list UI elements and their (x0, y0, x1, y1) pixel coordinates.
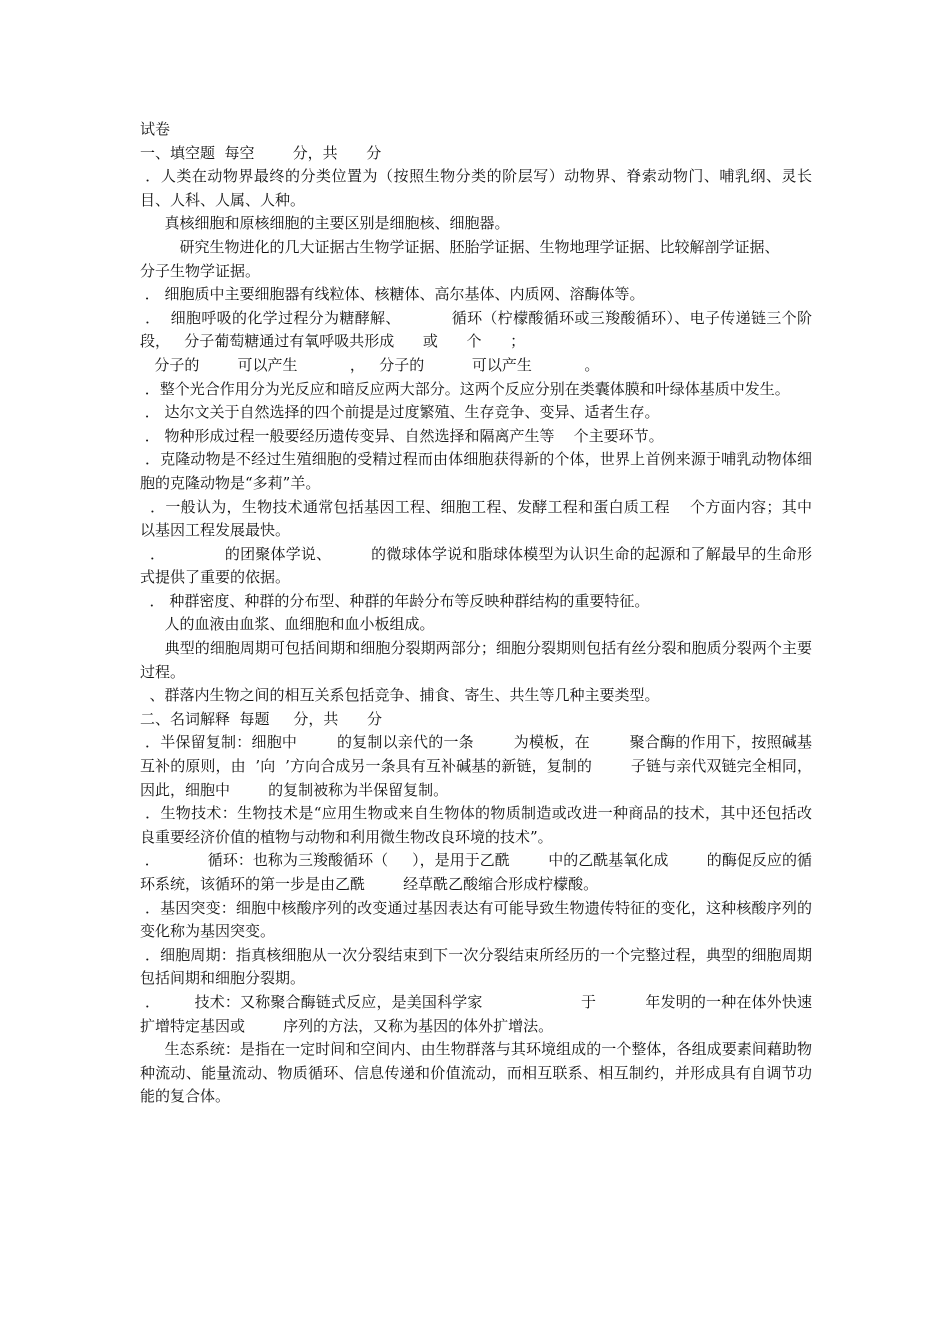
exam-page (140, 118, 812, 1109)
question-cell-cycle: 典型的细胞周期可包括间期和细胞分裂期两部分；细胞分裂期则包括有丝分裂和胞质分裂两个主要过程。 (140, 639, 812, 681)
question-cell-types: 真核细胞和原核细胞的主要区别是细胞核、细胞器。 (155, 214, 510, 233)
question-speciation: ． 物种形成过程一般要经历遗传变异、自然选择和隔离产生等 个主要环节。 (140, 426, 664, 445)
question-community: 、群落内生物之间的相互关系包括竞争、捕食、寄生、共生等几种主要类型。 (140, 686, 660, 705)
definition-semiconservative: ．半保留复制：细胞中 的复制以亲代的一条 为模板，在 聚合酶的作用下，按照碱基互补的原则，由 ’向 ’方向合成另一条具有互补碱基的新链，复制的 子链与亲代双链完全相同，因此，细胞中 的复制被称为半保留复制。 (140, 733, 812, 799)
question-taxonomy: ．人类在动物界最终的分类位置为（按照生物分类的阶层写）动物界、脊索动物门、哺乳纲、灵长目、人科、人属、人种。 (140, 167, 812, 209)
section-heading-definitions: 二、名词解释 每题 分，共 分 (140, 709, 382, 728)
definition-krebs-cycle: ． 循环：也称为三羧酸循环（ ），是用于乙酰 中的乙酰基氧化成 的酶促反应的循环系统，该循环的第一步是由乙酰 经草酰乙酸缩合形成柠檬酸。 (140, 851, 812, 893)
definition-pcr: ． 技术：又称聚合酶链式反应，是美国科学家 于 年发明的一种在体外快速扩增特定基因或 序列的方法，又称为基因的体外扩增法。 (140, 992, 812, 1035)
question-origin-of-life: ． 的团聚体学说、 的微球体学说和脂球体模型为认识生命的起源和了解最早的生命形式提供了重要的依据。 (140, 544, 812, 587)
question-population-structure: ． 种群密度、种群的分布型、种群的年龄分布等反映种群结构的重要特征。 (140, 591, 650, 610)
definition-gene-mutation: ．基因突变：细胞中核酸序列的改变通过基因表达有可能导致生物遗传特征的变化，这种核酸序列的变化称为基因突变。 (140, 898, 812, 941)
question-photosynthesis: ．整个光合作用分为光反应和暗反应两大部分。这两个反应分别在类囊体膜和叶绿体基质中发生。 (140, 379, 790, 398)
question-biotech-fields: ．一般认为，生物技术通常包括基因工程、细胞工程、发酵工程和蛋白质工程 个方面内容；其中以基因工程发展最快。 (140, 497, 812, 540)
definition-ecosystem: 生态系统：是指在一定时间和空间内、由生物群落与其环境组成的一个整体，各组成要素间藉助物种流动、能量流动、物质循环、信息传递和价值流动，而相互联系、相互制约，并形成具有自调节功能的复合体。 (140, 1040, 812, 1106)
question-natural-selection: ． 达尔文关于自然选择的四个前提是过度繁殖、生存竞争、变异、适者生存。 (140, 403, 660, 422)
definition-biotechnology: ．生物技术：生物技术是“应用生物或来自生物体的物质制造或改进一种商品的技术，其中还包括改良重要经济价值的植物与动物和利用微生物改良环境的技术”。 (140, 804, 812, 846)
document-title: 试卷 (140, 120, 171, 138)
question-respiration: ． 细胞呼吸的化学过程分为糖酵解、 循环（柠檬酸循环或三羧酸循环）、电子传递链三个阶段， 分子葡萄糖通过有氧呼吸共形成 或 个 ； (140, 308, 812, 351)
question-blood: 人的血液由血浆、血细胞和血小板组成。 (155, 615, 435, 634)
question-respiration-cont: 分子的 可以产生 ， 分子的 可以产生 。 (140, 355, 600, 374)
question-evolution-evidence-cont: 分子生物学证据。 (140, 261, 261, 280)
question-evolution-evidence: 研究生物进化的几大证据古生物学证据、胚胎学证据、生物地理学证据、比较解剖学证据、 (170, 237, 780, 256)
section-heading-fill-in: 一、填空题 每空 分，共 分 (140, 143, 382, 162)
question-organelles: ． 细胞质中主要细胞器有线粒体、核糖体、高尔基体、内质网、溶酶体等。 (140, 285, 645, 304)
definition-cell-cycle: ．细胞周期：指真核细胞从一次分裂结束到下一次分裂结束所经历的一个完整过程，典型的细胞周期包括间期和细胞分裂期。 (140, 945, 812, 988)
question-cloning: ．克隆动物是不经过生殖细胞的受精过程而由体细胞获得新的个体，世界上首例来源于哺乳动物体细胞的克隆动物是“多莉”羊。 (140, 450, 812, 492)
